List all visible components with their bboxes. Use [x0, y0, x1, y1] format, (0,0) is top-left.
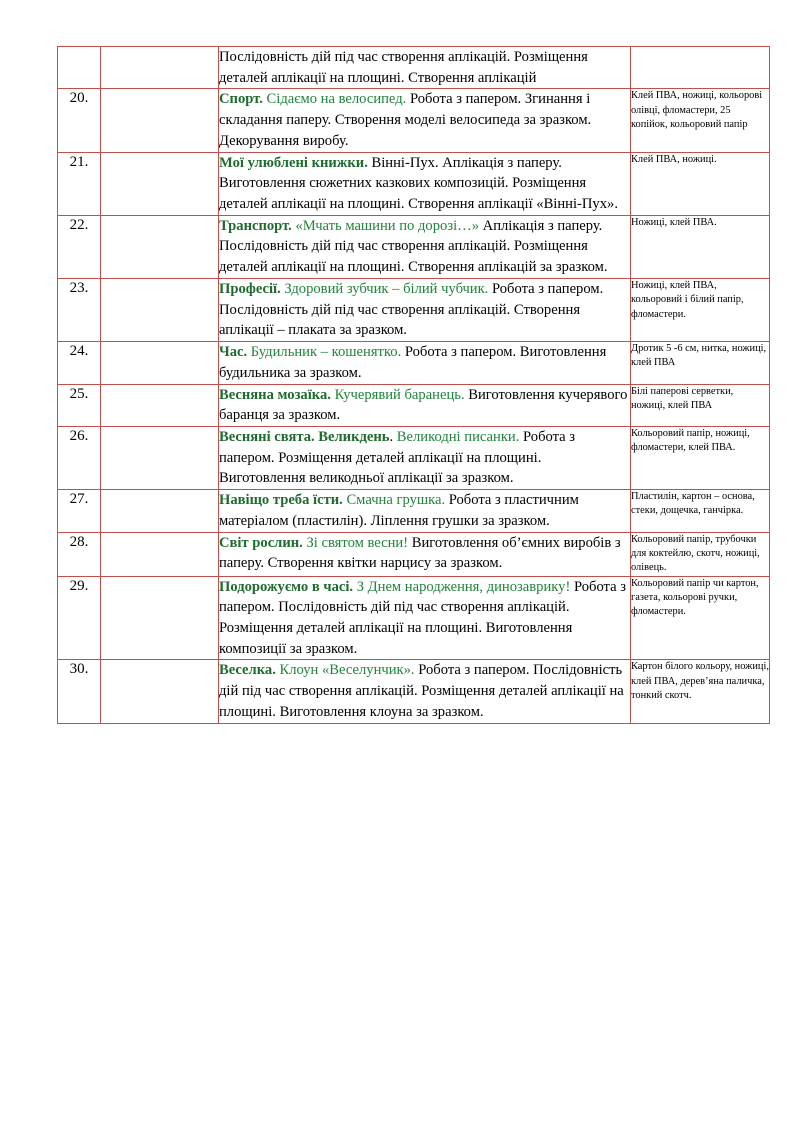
topic-segment: Зі святом весни!: [302, 534, 409, 551]
row-materials-cell: Клей ПВА, ножиці, кольорові олівці, фломастери, 25 копійок, кольоровий папір: [631, 89, 770, 152]
topic-segment: Подорожуємо в часі.: [219, 578, 354, 595]
table-row: [58, 426, 770, 489]
row-date-cell: [101, 532, 219, 576]
row-date-cell: [101, 576, 219, 660]
table-row: [58, 532, 770, 576]
topic-segment: Будильник – кошенятко.: [247, 344, 402, 361]
row-topic-cell: [219, 342, 631, 384]
topic-segment: Робота з папером. Послідовність дій під час створення аплікацій. Розміщення деталей аплікації на площині. Виготовлення клоуна за зразком.: [219, 662, 624, 720]
row-topic-cell: [219, 576, 631, 660]
topic-segment: Вінні-Пух. Аплікація з паперу. Виготовлення сюжетних казкових композицій. Розміщення деталей аплікації на площині. Створення аплікації «Вінні-Пух».: [219, 154, 618, 213]
topic-segment: Весняні свята. Великдень: [219, 428, 390, 445]
table-row: [58, 278, 770, 341]
topic-segment: Великодні писанки.: [396, 428, 520, 445]
row-materials-cell: Кольоровий папір, ножиці, фломастери, клей ПВА.: [631, 426, 770, 489]
topic-segment: Час.: [219, 344, 248, 361]
topic-segment: Робота з папером. Послідовність дій під час створення аплікацій. Розміщення деталей аплікації на площині. Виготовлення композиції за зразком.: [219, 578, 627, 657]
row-date-cell: [101, 89, 219, 152]
table-row: [58, 384, 770, 426]
row-materials-cell: Дротик 5 -6 см, нитка, ножиці, клей ПВА: [631, 342, 770, 384]
lesson-plan-table: [57, 46, 770, 724]
topic-segment: Виготовлення об’ємних виробів з паперу. Створення квітки нарцису за зразком.: [219, 534, 621, 572]
topic-segment: Мої улюблені книжки.: [219, 154, 368, 171]
topic-segment: Весняна мозаїка.: [219, 386, 331, 403]
row-materials-cell: Білі паперові серветки, ножиці, клей ПВА: [631, 384, 770, 426]
row-topic-cell: [219, 532, 631, 576]
row-number-cell: 26.: [58, 426, 101, 489]
table-row: [58, 152, 770, 215]
topic-segment: Робота з папером. Розміщення деталей аплікації на площині. Виготовлення великодньої аплікації за зразком.: [219, 428, 576, 487]
row-materials-cell: [631, 47, 770, 89]
row-topic-cell: [219, 215, 631, 278]
row-number-cell: [58, 47, 101, 89]
topic-segment: Клоун «Веселунчик».: [275, 662, 415, 679]
row-number-cell: 24.: [58, 342, 101, 384]
topic-segment: Послідовність дій під час створення аплікацій. Розміщення деталей аплікації на площині. Створення аплікацій: [219, 49, 588, 86]
row-materials-cell: Ножиці, клей ПВА.: [631, 215, 770, 278]
row-number-cell: 28.: [58, 532, 101, 576]
topic-segment: .: [389, 428, 397, 445]
table-row: [58, 47, 770, 89]
row-number-cell: 23.: [58, 278, 101, 341]
row-materials-cell: Кольоровий папір чи картон, газета, кольорові ручки, фломастери.: [631, 576, 770, 660]
row-date-cell: [101, 490, 219, 532]
topic-segment: Виготовлення кучерявого баранця за зразком.: [219, 386, 628, 424]
row-date-cell: [101, 278, 219, 341]
topic-segment: Сідаємо на велосипед.: [262, 91, 407, 108]
row-date-cell: [101, 215, 219, 278]
row-materials-cell: Картон білого кольору, ножиці, клей ПВА, дерев’яна паличка, тонкий скотч.: [631, 660, 770, 723]
table-row: [58, 342, 770, 384]
row-topic-cell: [219, 660, 631, 723]
topic-segment: Робота з пластичним матеріалом (пластилін). Ліплення грушки за зразком.: [219, 492, 579, 529]
row-date-cell: [101, 660, 219, 723]
row-materials-cell: Пластилін, картон – основа, стеки, дощечка, ганчірка.: [631, 490, 770, 532]
row-topic-cell: [219, 278, 631, 341]
topic-segment: З Днем народження, динозаврику!: [353, 578, 571, 595]
table-row: [58, 215, 770, 278]
row-date-cell: [101, 47, 219, 89]
topic-segment: Робота з папером. Послідовність дій під час створення аплікацій. Створення аплікації – плаката за зразком.: [219, 280, 604, 339]
row-number-cell: 27.: [58, 490, 101, 532]
row-topic-cell: [219, 426, 631, 489]
topic-segment: Навіщо треба їсти.: [219, 492, 343, 509]
row-number-cell: 30.: [58, 660, 101, 723]
topic-segment: Аплікація з паперу. Послідовність дій під час створення аплікацій. Розміщення деталей аплікації на площині. Створення аплікацій за зразком.: [219, 217, 608, 276]
table-row: [58, 576, 770, 660]
topic-segment: Кучерявий баранець.: [330, 386, 465, 403]
topic-segment: Професії.: [219, 280, 281, 297]
row-number-cell: 21.: [58, 152, 101, 215]
row-materials-cell: Клей ПВА, ножиці.: [631, 152, 770, 215]
row-date-cell: [101, 342, 219, 384]
topic-segment: Спорт.: [219, 91, 263, 108]
row-materials-cell: Кольоровий папір, трубочки для коктейлю, скотч, ножиці, олівець.: [631, 532, 770, 576]
topic-segment: Веселка.: [219, 662, 276, 679]
row-date-cell: [101, 152, 219, 215]
topic-segment: «Мчать машини по дорозі…»: [291, 217, 480, 234]
table-row: [58, 660, 770, 723]
row-materials-cell: Ножиці, клей ПВА, кольоровий і білий папір, фломастери.: [631, 278, 770, 341]
topic-segment: Здоровий зубчик – білий чубчик.: [280, 280, 489, 297]
table-row: [58, 490, 770, 532]
topic-segment: Робота з папером. Згинання і складання паперу. Створення моделі велосипеда за зразком. Декорування виробу.: [219, 91, 592, 149]
row-topic-cell: [219, 490, 631, 532]
table-body: [58, 47, 770, 724]
row-number-cell: 25.: [58, 384, 101, 426]
row-topic-cell: [219, 384, 631, 426]
row-topic-cell: [219, 89, 631, 152]
row-number-cell: 29.: [58, 576, 101, 660]
row-date-cell: [101, 384, 219, 426]
row-number-cell: 22.: [58, 215, 101, 278]
row-topic-cell: [219, 47, 631, 89]
row-number-cell: 20.: [58, 89, 101, 152]
table-row: [58, 89, 770, 152]
topic-segment: Смачна грушка.: [342, 492, 446, 509]
row-topic-cell: [219, 152, 631, 215]
topic-segment: Транспорт.: [219, 217, 292, 234]
topic-segment: Світ рослин.: [219, 534, 303, 551]
row-date-cell: [101, 426, 219, 489]
topic-segment: Робота з папером. Виготовлення будильника за зразком.: [219, 344, 607, 381]
